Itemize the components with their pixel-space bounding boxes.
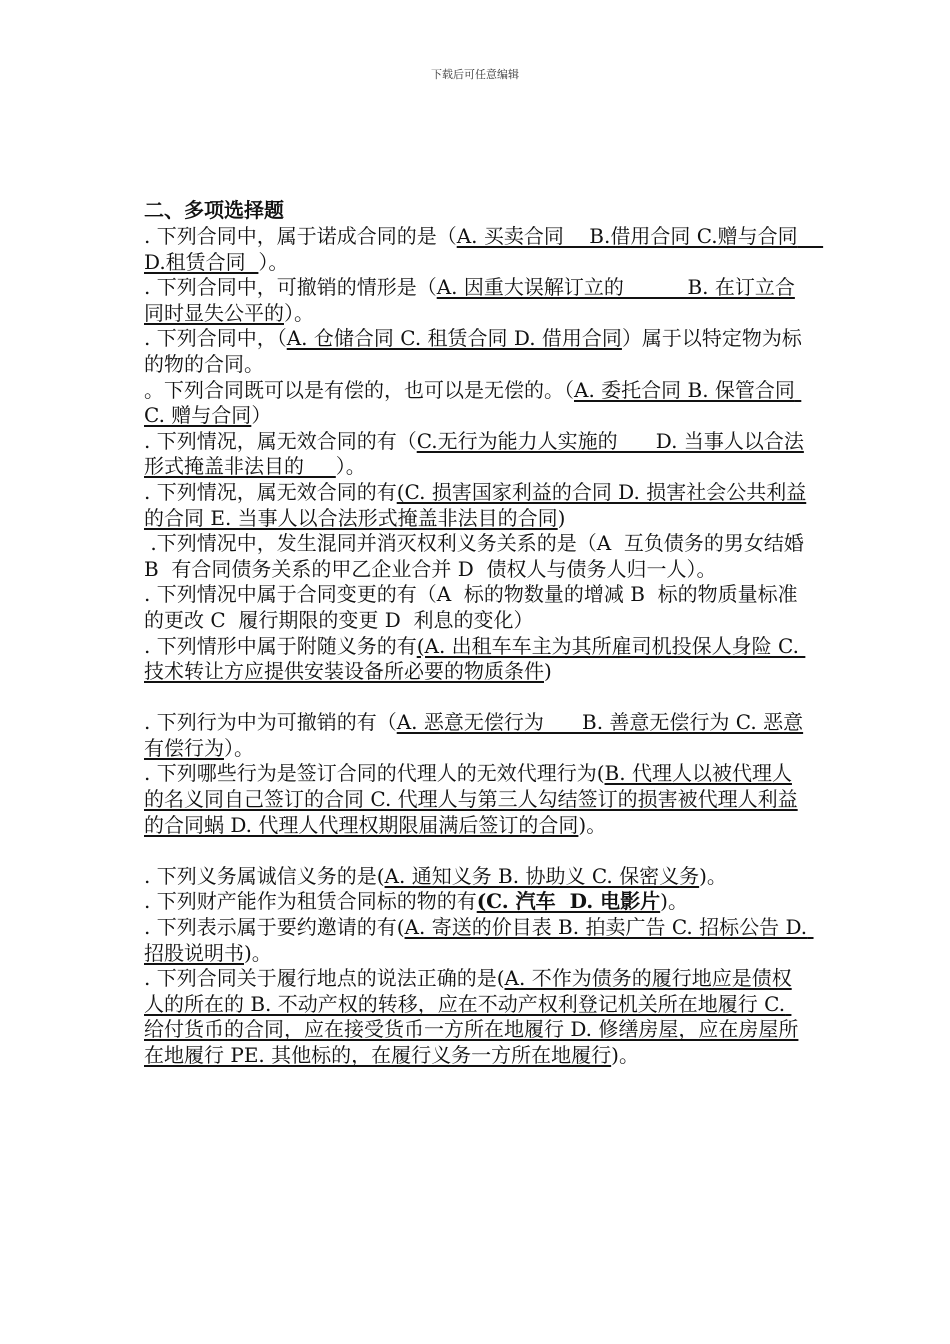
question-closing: ) (544, 659, 552, 684)
question-closing: ）。 (258, 249, 289, 274)
question-text: . 下列合同中，（ (144, 326, 287, 351)
question-text: . 下列哪些行为是签订合同的代理人的无效代理行为( (144, 761, 605, 786)
question-list (144, 224, 824, 1069)
question-item (144, 531, 817, 582)
question-text: . 下列合同中，可撤销的情形是（ (144, 275, 437, 300)
question-answer: A. 仓储合同 C. 租赁合同 D. 借用合同 (286, 326, 622, 351)
section-title: 二、多项选择题 (144, 198, 284, 222)
question-item (144, 761, 809, 838)
question-item (144, 634, 809, 685)
question-closing: )。 (611, 1043, 639, 1067)
question-closing: )。 (699, 863, 727, 888)
question-closing: )。 (660, 889, 688, 914)
question-text: . 下列合同关于履行地点的说法正确的是( (144, 966, 505, 991)
blank-line (144, 685, 809, 711)
question-text: . 下列财产能作为租赁合同标的物的有 (144, 889, 477, 914)
question-text: . 下列情况，属无效合同的有（ (144, 428, 417, 453)
question-item (144, 378, 809, 429)
question-text: 。下列合同既可以是有偿的，也可以是无偿的。（ (144, 377, 574, 402)
question-item (144, 275, 809, 326)
question-answer: (A. 出租车车主为其所雇司机投保人身险 C. 技术转让方应提供安装设备所必要的物质条件 (144, 633, 806, 684)
question-closing: )。 (578, 812, 607, 837)
question-item (144, 889, 809, 915)
question-answer: A. 恶意无偿行为 B. 善意无偿行为 C. 恶意有偿行为 (144, 710, 804, 760)
question-text: . 下列行为中为可撤销的有（ (144, 710, 397, 735)
question-item (144, 224, 824, 275)
question-answer: A. 不作为债务的履行地应是债权人的所在的 B. 不动产权的转移，应在不动产权利登记机关所在地履行 C. 给付货币的合同，应在接受货币一方所在地履行 D. 修缮房屋，应在房屋所在地履行 PE. 其他标的，在履行义务一方所在地履行 (144, 966, 799, 1067)
question-answer: C.无行为能力人实施的 D. 当事人以合法形式掩盖非法目的 (144, 428, 804, 479)
question-closing: ）。 (224, 735, 254, 760)
question-item (144, 429, 809, 480)
question-text: . 下列合同中，属于诺成合同的是（ (144, 224, 457, 248)
blank-line (144, 838, 809, 864)
question-section (144, 196, 824, 1069)
question-closing: ） (251, 403, 272, 428)
question-item (144, 966, 809, 1068)
question-item (144, 480, 809, 531)
question-item (144, 710, 809, 761)
question-answer: A. 因重大误解订立的 B. 在订立合同时显失公平的 (144, 275, 795, 325)
page-header: 下载后可任意编辑 (431, 68, 519, 81)
question-closing: ) (557, 505, 566, 530)
question-answer: A. 买卖合同 B.借用合同 C.赠与合同 D.租赁合同 (144, 224, 824, 274)
question-item (144, 326, 809, 377)
question-closing: )。 (244, 940, 272, 965)
question-closing: ）属于以特定物为标的物的合同。 (144, 326, 802, 376)
question-answer: A. 委托合同 B. 保管合同 C. 赠与合同 (144, 377, 802, 428)
question-item (144, 864, 809, 890)
question-answer: (C. 汽车 D. 电影片 (476, 889, 661, 914)
question-item (144, 582, 809, 633)
question-text: . 下列情形中属于附随义务的有 (144, 633, 417, 658)
question-answer: (C. 损害国家利益的合同 D. 损害社会公共利益的合同 E. 当事人以合法形式掩盖非法目的合同 (144, 479, 807, 530)
question-text: . 下列义务属诚信义务的是( (144, 863, 385, 888)
question-answer: A. 通知义务 B. 协助义 C. 保密义务 (384, 863, 700, 888)
question-answer: A. 寄送的价目表 B. 拍卖广告 C. 招标公告 D. 招股说明书 (144, 915, 814, 965)
question-closing: ）。 (335, 454, 366, 479)
question-text: . 下列情况中属于合同变更的有（A 标的物数量的增减 B 标的物质量标准的更改 C 履行期限的变更 D 利息的变化） (144, 582, 798, 632)
question-answer: B. 代理人以被代理人的名义同自己签订的合同 C. 代理人与第三人勾结签订的损害被代理人利益的合同蜗 D. 代理人代理权期限届满后签订的合同 (144, 761, 798, 837)
question-item (144, 915, 814, 966)
question-text: . 下列情况，属无效合同的有 (144, 479, 397, 504)
question-text: .下列情况中，发生混同并消灭权利义务关系的是（A 互负债务的男女结婚 B 有合同债务关系的甲乙企业合并 D 债权人与债务人归一人）。 (144, 531, 817, 581)
question-text: . 下列表示属于要约邀请的有( (144, 915, 405, 940)
question-closing: ）。 (284, 300, 314, 325)
